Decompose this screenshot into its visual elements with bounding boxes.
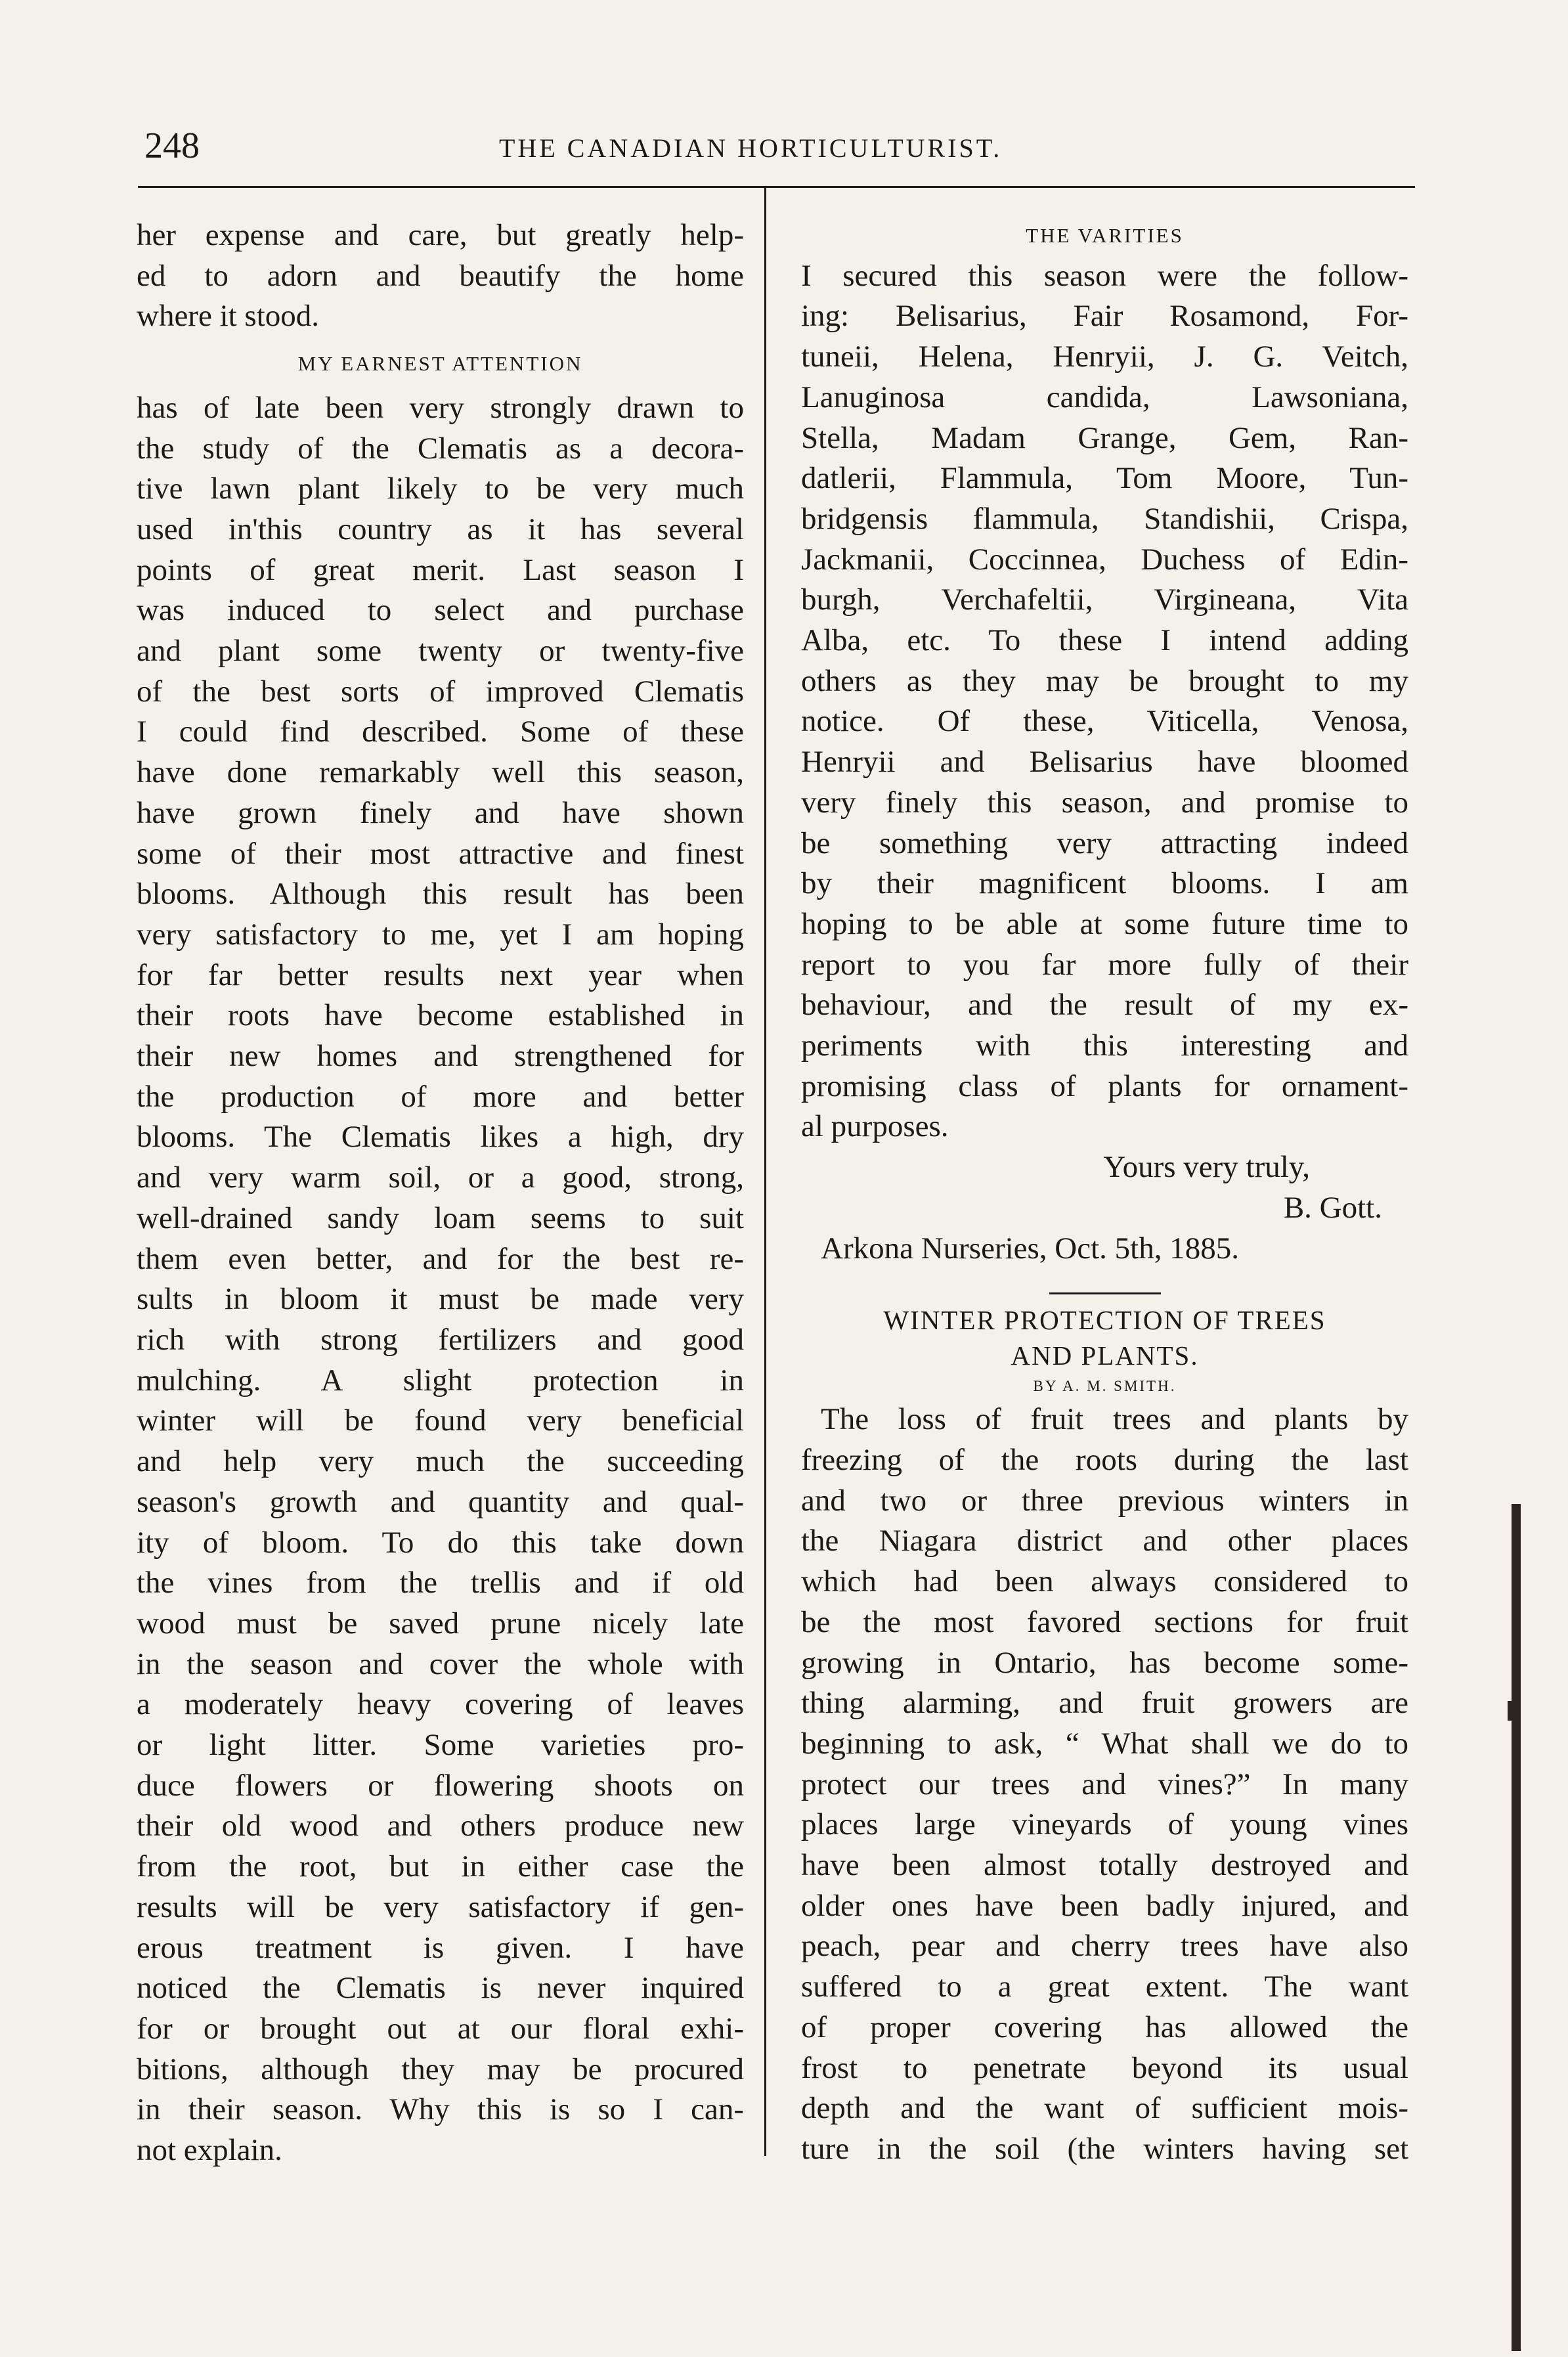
text-line: I secured this season were the follow- bbox=[801, 258, 1408, 293]
text-line: season's growth and quantity and qual- bbox=[137, 1484, 744, 1519]
text-line: notice. Of these, Viticella, Venosa, bbox=[801, 704, 1408, 739]
section-rule bbox=[1049, 1292, 1161, 1294]
left-paragraph-2 bbox=[137, 388, 744, 2171]
text-line: in the season and cover the whole with bbox=[137, 1646, 744, 1681]
text-line: points of great merit. Last season I bbox=[137, 552, 744, 587]
text-line: ing: Belisarius, Fair Rosamond, For- bbox=[801, 299, 1408, 334]
text-line: her expense and care, but greatly help- bbox=[137, 218, 744, 252]
text-line: sults in bloom it must be made very bbox=[137, 1282, 744, 1317]
text-line: have done remarkably well this season, bbox=[137, 755, 744, 790]
text-line: be the most favored sections for fruit bbox=[801, 1604, 1408, 1639]
text-line: Stella, Madam Grange, Gem, Ran- bbox=[801, 420, 1408, 455]
article-title-line-2: AND PLANTS. bbox=[1011, 1340, 1199, 1371]
text-line: and help very much the succeeding bbox=[137, 1444, 744, 1479]
left-column bbox=[137, 215, 744, 2171]
text-line: and plant some twenty or twenty-five bbox=[137, 634, 744, 669]
header-rule bbox=[138, 186, 1415, 188]
text-line: their new homes and strengthened for bbox=[137, 1039, 744, 1074]
text-line: which had been always considered to bbox=[801, 1564, 1408, 1599]
scan-edge-mark bbox=[1512, 1504, 1521, 2351]
text-line: or light litter. Some varieties pro- bbox=[137, 1728, 744, 1763]
text-line: tive lawn plant likely to be very much bbox=[137, 472, 744, 506]
running-head bbox=[131, 125, 1415, 177]
text-line: duce flowers or flowering shoots on bbox=[137, 1768, 744, 1803]
text-line: used in'this country as it has several bbox=[137, 512, 744, 546]
letter-closing: Yours very truly, bbox=[1103, 1150, 1310, 1185]
text-line: older ones have been badly injured, and bbox=[801, 1888, 1408, 1923]
text-line: for far better results next year when bbox=[137, 958, 744, 992]
text-line: very satisfactory to me, yet I am hoping bbox=[137, 917, 744, 952]
text-line: promising class of plants for ornament- bbox=[801, 1068, 1408, 1103]
text-line: rich with strong fertilizers and good bbox=[137, 1322, 744, 1357]
text-line: was induced to select and purchase bbox=[137, 593, 744, 628]
text-line: al purposes. bbox=[801, 1109, 949, 1144]
text-line: report to you far more fully of their bbox=[801, 947, 1408, 982]
text-line: freezing of the roots during the last bbox=[801, 1442, 1408, 1477]
text-line: places large vineyards of young vines bbox=[801, 1807, 1408, 1842]
text-line: the study of the Clematis as a decora- bbox=[137, 431, 744, 466]
text-line: of the best sorts of improved Clematis bbox=[137, 674, 744, 709]
text-line: The loss of fruit trees and plants by bbox=[821, 1402, 1408, 1437]
text-line: protect our trees and vines?” In many bbox=[801, 1767, 1408, 1801]
text-line: ed to adorn and beautify the home bbox=[137, 258, 744, 293]
text-line: results will be very satisfactory if gen- bbox=[137, 1889, 744, 1924]
text-line: their old wood and others produce new bbox=[137, 1809, 744, 1843]
letter-signature: B. Gott. bbox=[1283, 1190, 1382, 1225]
text-line: others as they may be brought to my bbox=[801, 663, 1408, 698]
text-line: some of their most attractive and finest bbox=[137, 836, 744, 871]
text-line: hoping to be able at some future time to bbox=[801, 906, 1408, 941]
text-line: I could find described. Some of these bbox=[137, 715, 744, 749]
text-line: datlerii, Flammula, Tom Moore, Tun- bbox=[801, 461, 1408, 496]
text-line: frost to penetrate beyond its usual bbox=[801, 2050, 1408, 2085]
page-number: 248 bbox=[144, 125, 200, 166]
text-line: have been almost totally destroyed and bbox=[801, 1848, 1408, 1883]
scan-edge-mark bbox=[1508, 1701, 1514, 1721]
article-byline: BY A. M. SMITH. bbox=[1033, 1378, 1177, 1395]
right-column bbox=[801, 215, 1408, 2170]
right-paragraph-2 bbox=[801, 1399, 1408, 2169]
text-line: bitions, although they may be procured bbox=[137, 2052, 744, 2086]
text-line: blooms. Although this result has been bbox=[137, 877, 744, 912]
text-line: beginning to ask, “ What shall we do to bbox=[801, 1726, 1408, 1761]
text-line: of proper covering has allowed the bbox=[801, 2010, 1408, 2044]
text-line: suffered to a great extent. The want bbox=[801, 1970, 1408, 2004]
text-line: periments with this interesting and bbox=[801, 1028, 1408, 1063]
letter-place-date: Arkona Nurseries, Oct. 5th, 1885. bbox=[821, 1231, 1239, 1266]
text-line: and two or three previous winters in bbox=[801, 1483, 1408, 1518]
text-line: ity of bloom. To do this take down bbox=[137, 1525, 744, 1560]
article-title-line-1: WINTER PROTECTION OF TREES bbox=[883, 1305, 1326, 1336]
text-line: well-drained sandy loam seems to suit bbox=[137, 1201, 744, 1235]
text-line: noticed the Clematis is never inquired bbox=[137, 1971, 744, 2006]
text-line: tuneii, Helena, Henryii, J. G. Veitch, bbox=[801, 340, 1408, 374]
column-divider bbox=[764, 186, 766, 2156]
text-line: winter will be found very beneficial bbox=[137, 1403, 744, 1438]
text-line: mulching. A slight protection in bbox=[137, 1363, 744, 1398]
section-heading-varities: THE VARITIES bbox=[1026, 224, 1184, 247]
text-line: has of late been very strongly drawn to bbox=[137, 390, 744, 425]
text-line: wood must be saved prune nicely late bbox=[137, 1606, 744, 1641]
right-paragraph-1 bbox=[801, 256, 1408, 1147]
text-line: from the root, but in either case the bbox=[137, 1849, 744, 1884]
text-line: the vines from the trellis and if old bbox=[137, 1566, 744, 1600]
text-line: for or brought out at our floral exhi- bbox=[137, 2011, 744, 2046]
text-line: Alba, etc. To these I intend adding bbox=[801, 623, 1408, 658]
text-line: have grown finely and have shown bbox=[137, 795, 744, 830]
section-heading-earnest-attention: MY EARNEST ATTENTION bbox=[297, 352, 583, 376]
text-line: a moderately heavy covering of leaves bbox=[137, 1687, 744, 1722]
text-line: blooms. The Clematis likes a high, dry bbox=[137, 1120, 744, 1155]
left-paragraph-1 bbox=[137, 215, 744, 337]
text-line: Henryii and Belisarius have bloomed bbox=[801, 745, 1408, 780]
text-line: and very warm soil, or a good, strong, bbox=[137, 1160, 744, 1195]
text-line: their roots have become established in bbox=[137, 998, 744, 1033]
text-line: where it stood. bbox=[137, 299, 320, 334]
text-line: them even better, and for the best re- bbox=[137, 1241, 744, 1276]
text-line: depth and the want of sufficient mois- bbox=[801, 2091, 1408, 2126]
text-line: bridgensis flammula, Standishii, Crispa, bbox=[801, 501, 1408, 536]
text-line: in their season. Why this is so I can- bbox=[137, 2092, 744, 2127]
text-line: very finely this season, and promise to bbox=[801, 785, 1408, 820]
text-line: burgh, Verchafeltii, Virgineana, Vita bbox=[801, 583, 1408, 617]
text-line: behaviour, and the result of my ex- bbox=[801, 988, 1408, 1023]
text-line: be something very attracting indeed bbox=[801, 826, 1408, 860]
text-line: growing in Ontario, has become some- bbox=[801, 1645, 1408, 1680]
text-line: Jackmanii, Coccinnea, Duchess of Edin- bbox=[801, 542, 1408, 577]
text-line: erous treatment is given. I have bbox=[137, 1930, 744, 1965]
text-line: not explain. bbox=[137, 2133, 282, 2168]
text-line: the production of more and better bbox=[137, 1079, 744, 1114]
text-line: by their magnificent blooms. I am bbox=[801, 866, 1408, 901]
text-line: thing alarming, and fruit growers are bbox=[801, 1686, 1408, 1721]
text-line: peach, pear and cherry trees have also bbox=[801, 1929, 1408, 1964]
journal-title: THE CANADIAN HORTICULTURIST. bbox=[499, 133, 1003, 163]
text-line: ture in the soil (the winters having set bbox=[801, 2131, 1408, 2166]
text-line: the Niagara district and other places bbox=[801, 1524, 1408, 1558]
text-line: Lanuginosa candida, Lawsoniana, bbox=[801, 380, 1408, 414]
